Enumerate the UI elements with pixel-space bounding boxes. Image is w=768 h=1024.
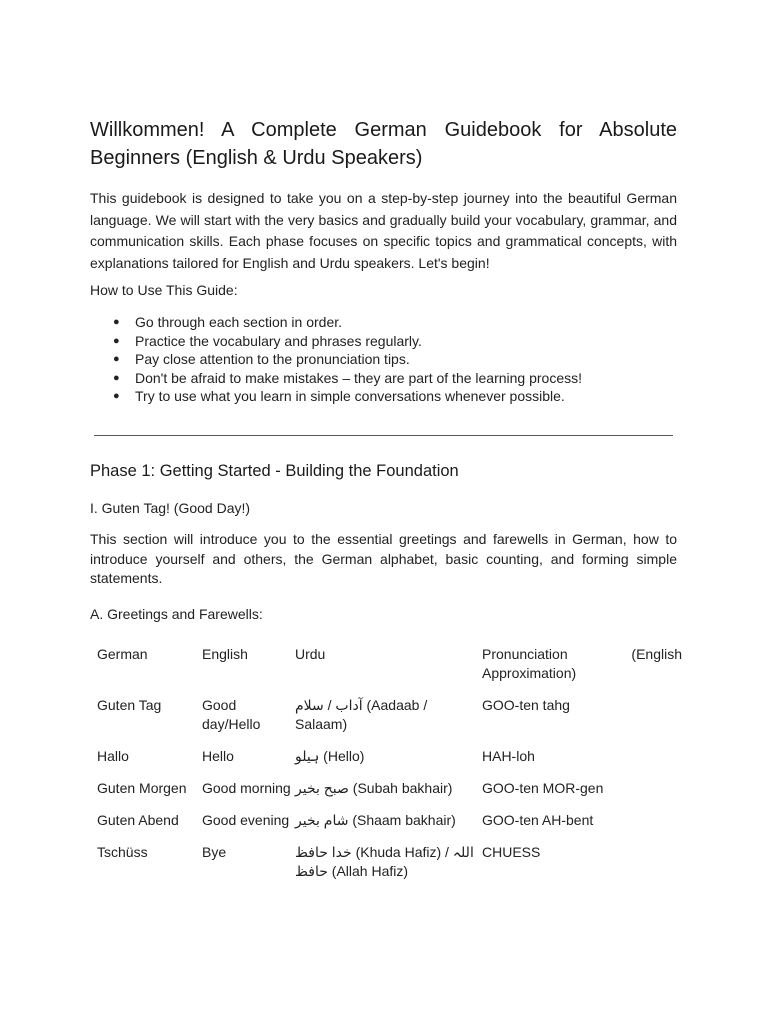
bullet-icon: ●: [113, 334, 120, 347]
table-header-row: [97, 645, 682, 696]
cell-english: Good day/Hello: [202, 697, 261, 732]
cell-pronunciation: CHUESS: [482, 844, 541, 860]
list-item-text: Practice the vocabulary and phrases regularly.: [135, 332, 422, 349]
cell-german: Tschüss: [97, 844, 148, 860]
cell-pronunciation: GOO-ten tahg: [482, 697, 570, 713]
header-pronunciation: [482, 645, 682, 696]
cell-urdu: شام بخیر (Shaam bakhair): [295, 812, 456, 828]
table-row: [97, 696, 682, 747]
cell-german: Hallo: [97, 748, 129, 764]
greetings-table: [97, 645, 682, 894]
table-row: [97, 747, 682, 779]
cell-pronunciation: HAH-loh: [482, 748, 535, 764]
page-title: Willkommen! A Complete German Guidebook for Absolute Beginners (English & Urdu Speakers): [90, 119, 677, 169]
list-item: [90, 387, 677, 406]
list-item: [90, 313, 677, 332]
header-english: English: [202, 646, 248, 662]
cell-german: Guten Morgen: [97, 780, 187, 796]
section-description: This section will introduce you to the essential greetings and farewells in German, how to introduce yourself and others, the German alphabet, basic counting, and forming simple statements.: [90, 531, 677, 586]
table-row: [97, 843, 682, 894]
list-item-text: Don't be afraid to make mistakes – they are part of the learning process!: [135, 369, 583, 386]
list-item: [90, 332, 677, 351]
cell-english: Good evening: [202, 812, 290, 828]
header-pronunciation-word: Pronunciation: [482, 646, 568, 662]
cell-pronunciation: GOO-ten MOR-gen: [482, 780, 604, 796]
cell-english: Bye: [202, 844, 227, 860]
cell-german: Guten Tag: [97, 697, 162, 713]
horizontal-divider: [94, 435, 673, 436]
cell-english: Good morning: [202, 780, 291, 796]
bullet-icon: ●: [113, 353, 120, 366]
header-german: German: [97, 646, 148, 662]
cell-urdu: صبح بخیر (Subah bakhair): [295, 780, 453, 796]
cell-urdu: آداب / سلام (Aadaab / Salaam): [295, 697, 428, 732]
list-item-text: Pay close attention to the pronunciation tips.: [135, 351, 410, 368]
list-item: [90, 369, 677, 388]
header-pronunciation-english: (English: [631, 646, 682, 662]
how-to-use-label: How to Use This Guide:: [90, 282, 238, 298]
phase-heading: Phase 1: Getting Started - Building the Foundation: [90, 462, 459, 480]
cell-urdu: خدا حافظ (Khuda Hafiz) / اللہ حافظ (Allah Hafiz): [295, 844, 474, 879]
list-item-text: Try to use what you learn in simple conversations whenever possible.: [135, 388, 565, 405]
cell-german: Guten Abend: [97, 812, 179, 828]
subsection-heading: A. Greetings and Farewells:: [90, 606, 263, 622]
intro-paragraph: This guidebook is designed to take you on a step-by-step journey into the beautiful German language. We will start with the very basics and gradually build your vocabulary, grammar, and communication skills. Each phase focuses on specific topics and grammatical concepts, with explanations tailored for English and Urdu speakers. Let's begin!: [90, 190, 677, 271]
bullet-icon: ●: [113, 371, 120, 384]
cell-pronunciation: GOO-ten AH-bent: [482, 812, 594, 828]
table-row: [97, 811, 682, 843]
list-item: [90, 350, 677, 369]
header-urdu: Urdu: [295, 646, 326, 662]
how-to-use-list: [90, 313, 677, 406]
cell-urdu: ہیلو (Hello): [295, 748, 365, 764]
list-item-text: Go through each section in order.: [135, 314, 343, 330]
bullet-icon: ●: [113, 316, 120, 328]
header-pronunciation-approx: Approximation): [482, 665, 577, 681]
cell-english: Hello: [202, 748, 234, 764]
table-row: [97, 779, 682, 811]
section-heading: I. Guten Tag! (Good Day!): [90, 500, 251, 516]
bullet-icon: ●: [113, 390, 120, 403]
